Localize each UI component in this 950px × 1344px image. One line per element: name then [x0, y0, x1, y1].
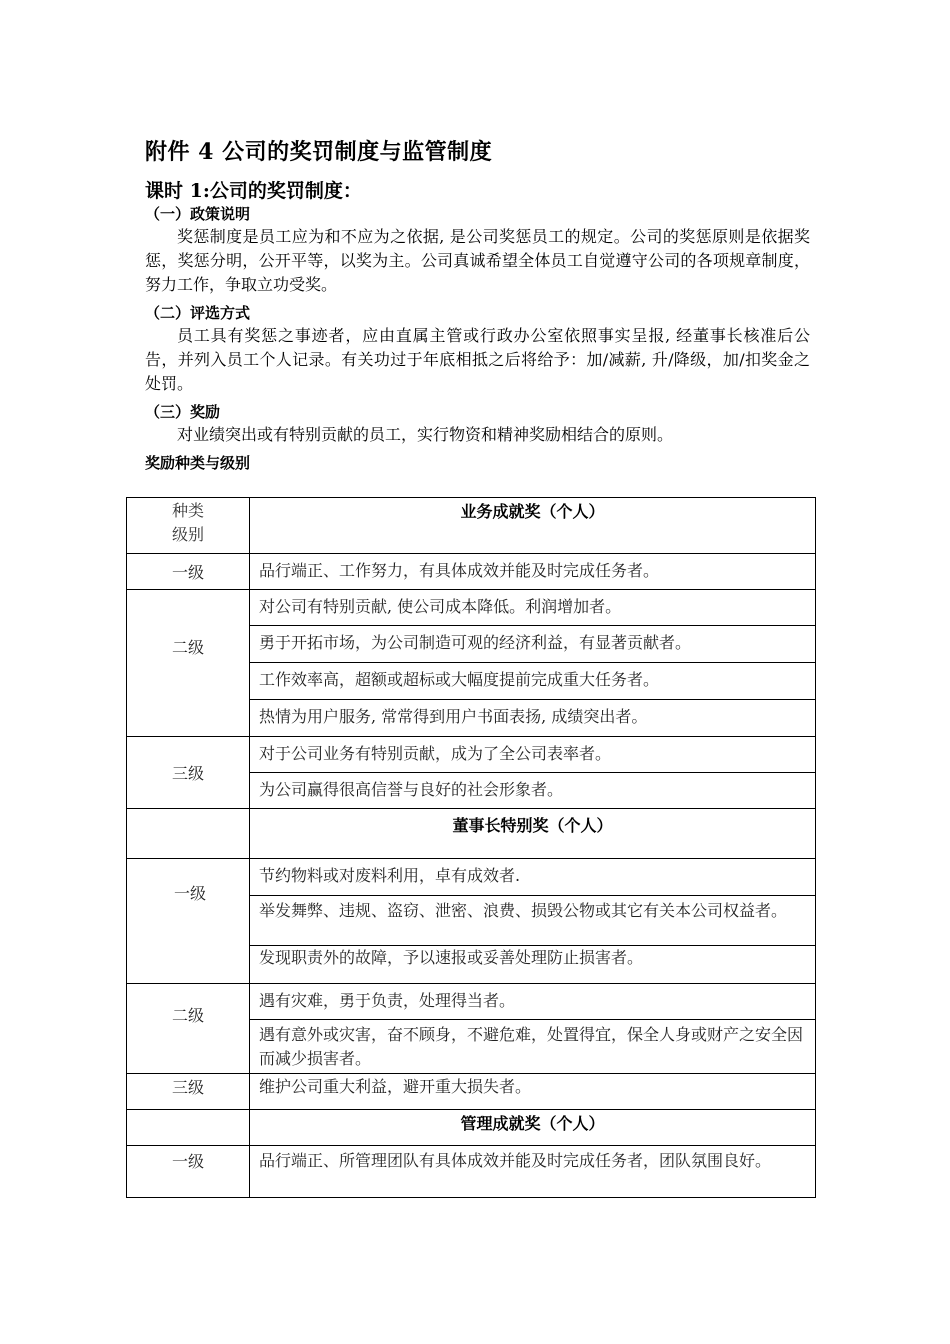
empty-level-cell: [127, 809, 250, 859]
table-row: [127, 498, 816, 554]
empty-level-cell: [127, 1110, 250, 1146]
criteria-cell: 遇有意外或灾害，奋不顾身，不避危难，处置得宜，保全人身或财产之安全因而减少损害者。: [250, 1020, 816, 1074]
table-heading: 奖励种类与级别: [145, 454, 251, 472]
criteria-cell: 热情为用户服务, 常常得到用户书面表扬, 成绩突出者。: [250, 700, 816, 737]
level-cell: 二级: [127, 984, 250, 1074]
criteria-cell: 举发舞弊、违规、盗窃、泄密、浪费、损毁公物或其它有关本公司权益者。: [250, 896, 816, 946]
criteria-cell: 对公司有特别贡献, 使公司成本降低。利润增加者。: [250, 590, 816, 626]
table-row: [127, 1110, 816, 1146]
section-heading-selection: （二）评选方式: [145, 304, 251, 322]
table-row: [127, 737, 816, 773]
level-cell: 一级: [127, 1146, 250, 1198]
group-header: 业务成就奖（个人）: [250, 498, 816, 554]
section-text-reward: 对业绩突出或有特别贡献的员工，实行物资和精神奖励相结合的原则。: [177, 425, 674, 444]
section-heading-reward: （三）奖励: [145, 403, 221, 421]
section-text-selection: 员工具有奖惩之事迹者，应由直属主管或行政办公室依照事实呈报, 经董事长核准后公告，并列入员工个人记录。有关功过于年底相抵之后将给予：加/减薪, 升/降级，加/扣奖金之处罚。: [145, 326, 810, 393]
section-text-policy: 奖惩制度是员工应为和不应为之依据, 是公司奖惩员工的规定。公司的奖惩原则是依据奖惩，奖惩分明，公开平等，以奖为主。公司真诚希望全体员工自觉遵守公司的各项规章制度，努力工作，争取立功受奖。: [145, 227, 810, 294]
level-cell: 三级: [127, 737, 250, 809]
level-cell: 三级: [127, 1074, 250, 1110]
table-row: [127, 590, 816, 626]
criteria-cell: 为公司赢得很高信誉与良好的社会形象者。: [250, 773, 816, 809]
reward-table: [126, 497, 815, 1198]
table-row: [127, 1074, 816, 1110]
criteria-cell: 遇有灾难，勇于负责，处理得当者。: [250, 984, 816, 1020]
section-heading-policy: （一）政策说明: [145, 205, 251, 223]
corner-level-label: 级别: [171, 525, 204, 544]
table-row: [127, 1146, 816, 1198]
corner-cell: [127, 498, 250, 554]
document-title: 附件 4 公司的奖罚制度与监管制度: [145, 139, 493, 165]
criteria-cell: 对于公司业务有特别贡献，成为了全公司表率者。: [250, 737, 816, 773]
criteria-cell: 勇于开拓市场，为公司制造可观的经济利益，有显著贡献者。: [250, 626, 816, 663]
criteria-cell: 发现职责外的故障，予以速报或妥善处理防止损害者。: [250, 946, 816, 984]
level-cell: 一级: [127, 859, 250, 984]
table-row: [127, 554, 816, 590]
criteria-cell: 品行端正、所管理团队有具体成效并能及时完成任务者，团队氛围良好。: [250, 1146, 816, 1198]
criteria-cell: 维护公司重大利益，避开重大损失者。: [250, 1074, 816, 1110]
table-row: [127, 859, 816, 896]
criteria-cell: 节约物料或对废料利用，卓有成效者.: [250, 859, 816, 896]
table-row: [127, 984, 816, 1020]
table-row: [127, 809, 816, 859]
group-header: 董事长特别奖（个人）: [250, 809, 816, 859]
criteria-cell: 工作效率高，超额或超标或大幅度提前完成重大任务者。: [250, 663, 816, 700]
criteria-cell: 品行端正、工作努力，有具体成效并能及时完成任务者。: [250, 554, 816, 590]
level-cell: 一级: [127, 554, 250, 590]
group-header: 管理成就奖（个人）: [250, 1110, 816, 1146]
corner-type-label: 种类: [171, 501, 204, 520]
lesson-title: 课时 1:公司的奖罚制度：: [145, 180, 362, 202]
level-cell: 二级: [127, 590, 250, 737]
